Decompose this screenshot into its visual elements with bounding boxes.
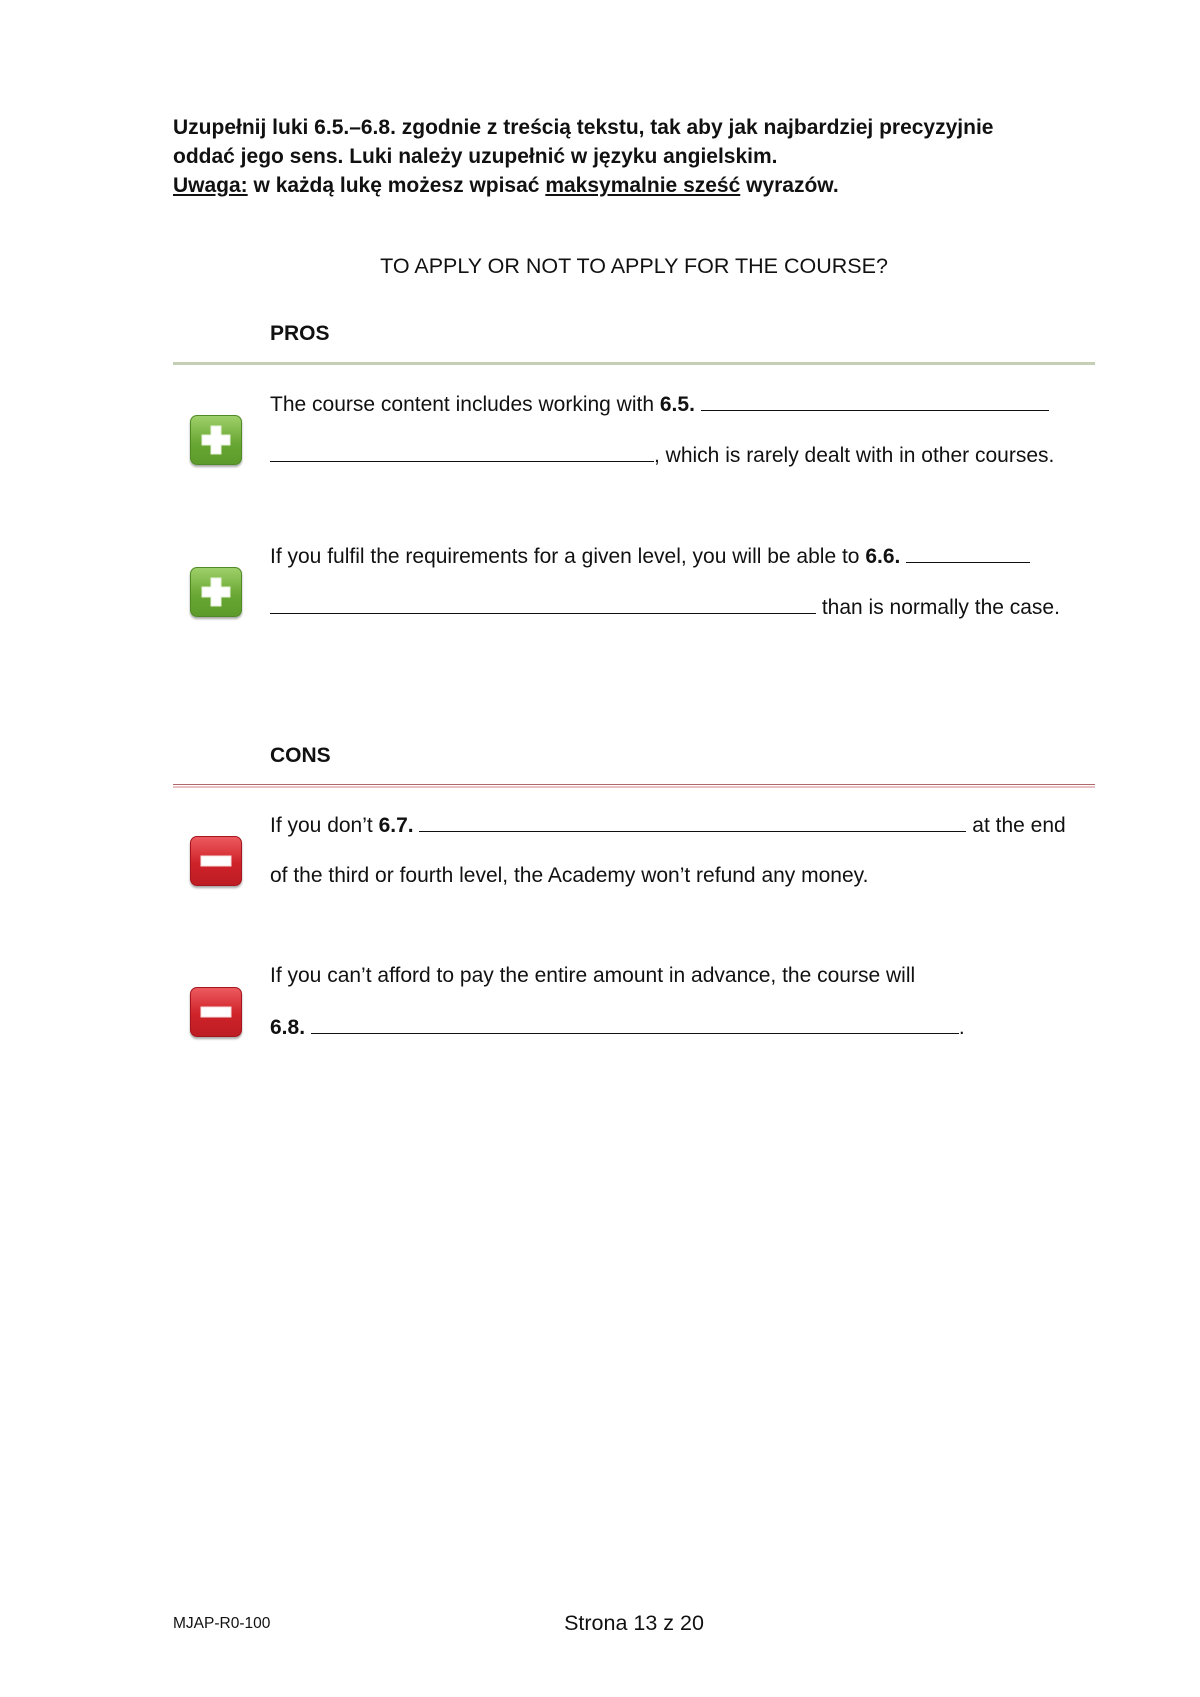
instructions-line-1: Uzupełnij luki 6.5.–6.8. zgodnie z treścią tekstu, tak aby jak najbardziej precyzyjnie xyxy=(173,116,994,139)
cons-heading: CONS xyxy=(270,744,331,767)
instructions-line-2: oddać jego sens. Luki należy uzupełnić w języku angielskim. xyxy=(173,145,778,168)
gap-number-6-7: 6.7. xyxy=(378,814,414,837)
item-text: , which is rarely dealt with in other courses. xyxy=(654,444,1055,467)
note-text-b: wyrazów. xyxy=(740,174,839,197)
instructions xyxy=(173,113,1073,200)
item-text: than is normally the case. xyxy=(816,596,1060,619)
note-text-a: w każdą lukę możesz wpisać xyxy=(247,174,546,197)
page-number: Strona 13 z 20 xyxy=(564,1611,704,1635)
note-emphasis: maksymalnie sześć xyxy=(545,174,741,197)
item-text: If you fulfil the requirements for a given level, you will be able to xyxy=(270,545,866,568)
gap-6-7-line-2: of the third or fourth level, the Academy won’t refund any money. xyxy=(270,864,869,887)
item-text: If you don’t xyxy=(270,814,379,837)
instructions-note xyxy=(173,171,1073,200)
gap-6-8-line-1: If you can’t afford to pay the entire amount in advance, the course will xyxy=(270,964,916,987)
item-text: The course content includes working with xyxy=(270,393,660,416)
gap-6-5-line-2 xyxy=(270,443,1054,468)
gap-6-7-line-1 xyxy=(270,813,1066,838)
pros-divider xyxy=(173,362,1095,365)
item-text: at the end xyxy=(966,814,1066,837)
pros-heading: PROS xyxy=(270,322,330,345)
gap-6-6-blank-continued[interactable] xyxy=(270,595,816,614)
gap-6-6-line-1 xyxy=(270,544,1030,569)
gap-6-8-line-2 xyxy=(270,1015,965,1040)
plus-icon xyxy=(190,415,242,465)
gap-6-8-blank[interactable] xyxy=(311,1015,959,1034)
minus-icon xyxy=(190,836,242,886)
gap-6-5-blank-continued[interactable] xyxy=(270,443,654,462)
gap-6-5-blank[interactable] xyxy=(701,392,1049,411)
plus-icon xyxy=(190,567,242,617)
gap-6-6-blank[interactable] xyxy=(906,544,1030,563)
item-text: . xyxy=(958,1016,965,1039)
gap-number-6-8: 6.8. xyxy=(270,1016,306,1039)
note-label: Uwaga: xyxy=(173,174,248,197)
gap-6-5-line-1 xyxy=(270,392,1049,417)
task-title: TO APPLY OR NOT TO APPLY FOR THE COURSE? xyxy=(380,254,888,278)
gap-6-6-line-2 xyxy=(270,595,1060,620)
cons-divider xyxy=(173,784,1095,788)
gap-number-6-6: 6.6. xyxy=(865,545,901,568)
gap-number-6-5: 6.5. xyxy=(659,393,695,416)
exam-code: MJAP-R0-100 xyxy=(173,1615,271,1632)
gap-6-7-blank[interactable] xyxy=(419,813,966,832)
minus-icon xyxy=(190,987,242,1037)
